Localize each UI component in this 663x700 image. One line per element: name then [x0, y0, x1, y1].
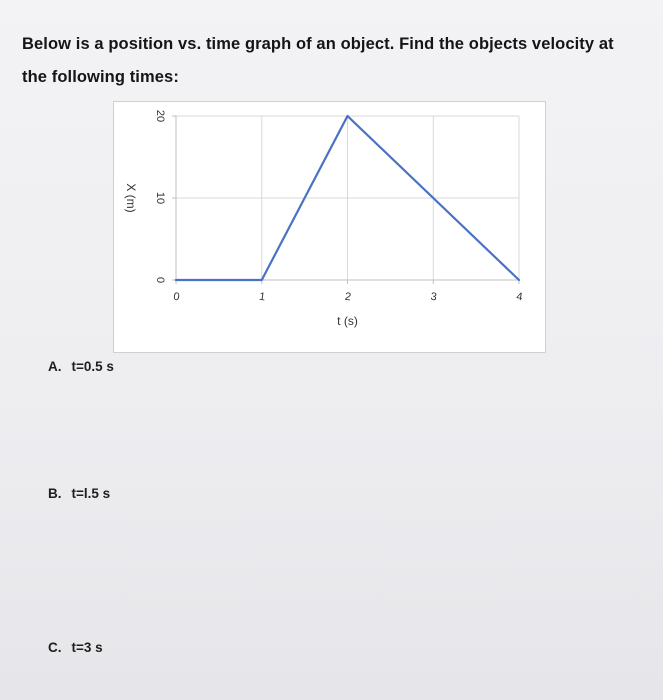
x-axis-label: t (s): [337, 314, 358, 328]
x-tick-label-1: 1: [258, 290, 267, 304]
x-tick-label-0: 0: [172, 290, 181, 304]
part-c-time: t=3 s: [71, 640, 103, 655]
part-c-letter: C.: [48, 640, 62, 655]
part-a-letter: A.: [48, 359, 62, 374]
part-b: [48, 486, 110, 501]
y-tick-label-10: 10: [154, 191, 167, 205]
x-tick-label-3: 3: [429, 290, 438, 304]
part-c: [48, 640, 103, 655]
part-b-letter: B.: [48, 486, 62, 501]
position-time-chart: [113, 101, 546, 353]
x-tick-label-2: 2: [344, 290, 352, 304]
part-b-time: t=l.5 s: [71, 486, 111, 501]
chart-frame: [114, 102, 546, 353]
part-a: [48, 359, 114, 374]
y-tick-label-20: 20: [154, 109, 167, 123]
y-tick-label-0: 0: [154, 276, 167, 284]
x-tick-label-4: 4: [515, 290, 524, 304]
question-text: Below is a position vs. time graph of an object. Find the objects velocity at the following times:: [22, 35, 614, 86]
chart-svg: [113, 101, 546, 353]
y-axis-label: X (m): [123, 183, 138, 213]
part-a-time: t=0.5 s: [71, 359, 114, 374]
